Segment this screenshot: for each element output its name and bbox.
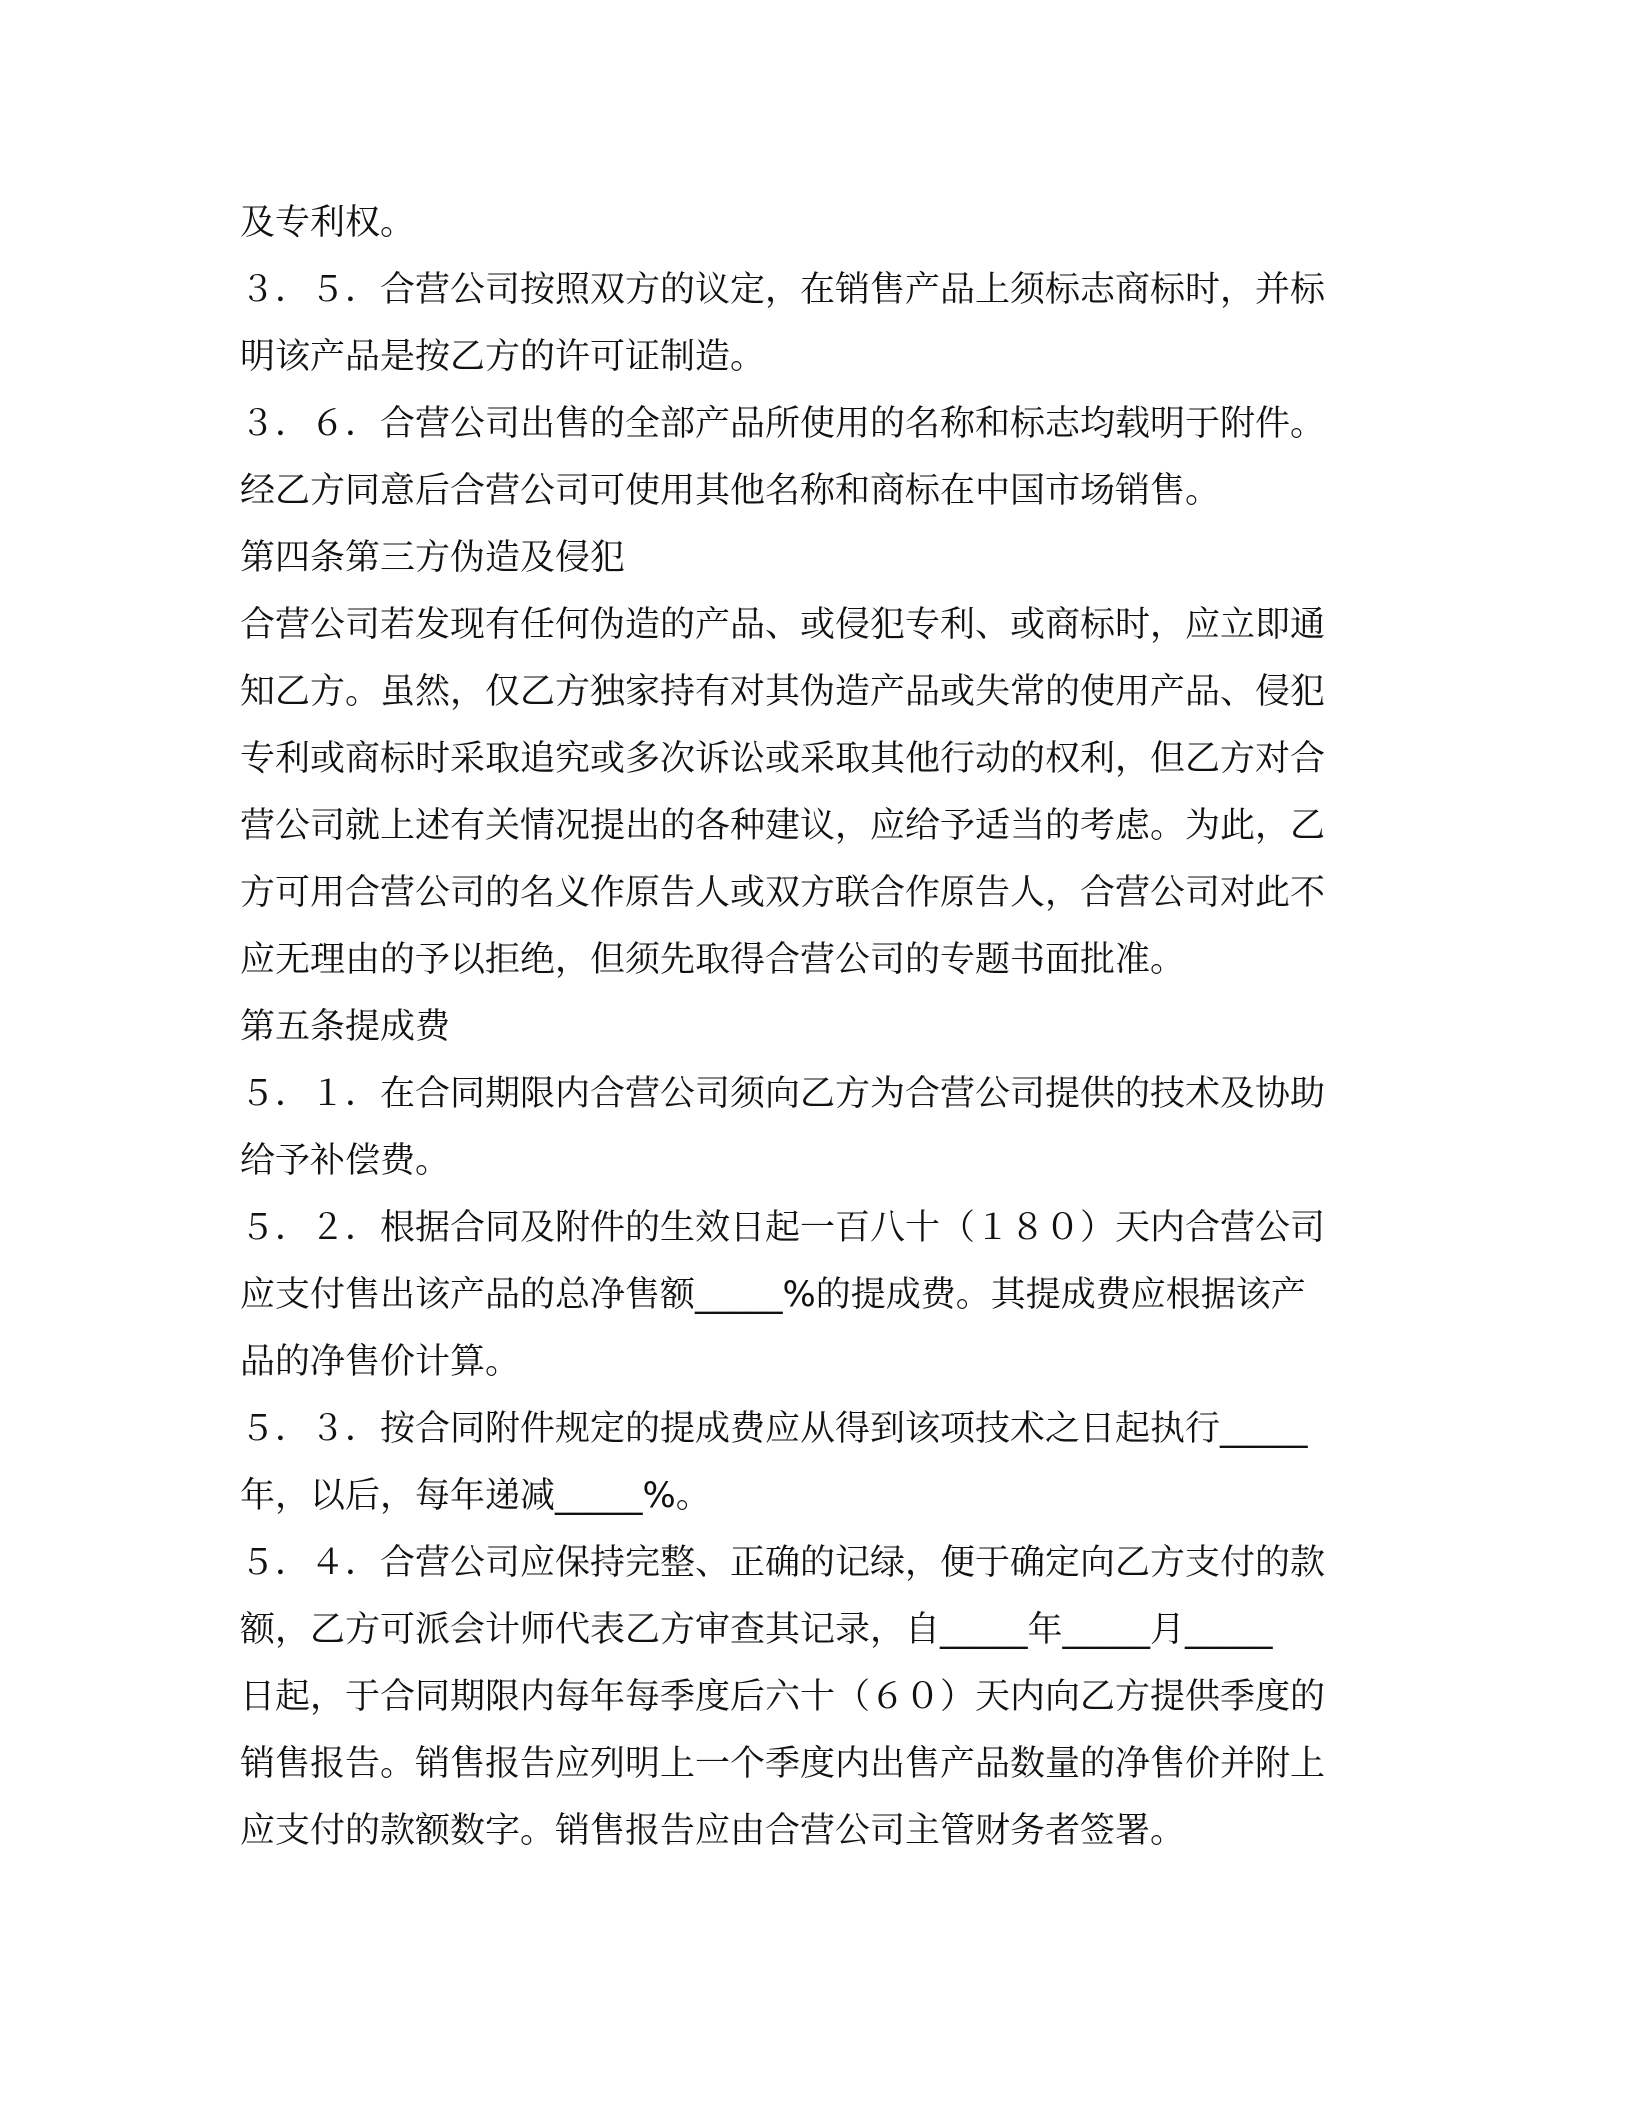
- text-line: 及专利权。: [240, 203, 416, 243]
- clause-3-6-line-1: ３．６．合营公司出售的全部产品所使用的名称和标志均载明于附件。: [240, 404, 1326, 444]
- clause-5-2-line-2: 应支付售出该产品的总净售额_____%的提成费。其提成费应根据该产: [240, 1275, 1306, 1315]
- clause-5-2-line-1: ５．２．根据合同及附件的生效日起一百八十（１８０）天内合营公司: [240, 1208, 1326, 1248]
- clause-5-2-line-3: 品的净售价计算。: [240, 1342, 521, 1382]
- clause-5-4-line-4: 销售报告。销售报告应列明上一个季度内出售产品数量的净售价并附上: [240, 1744, 1326, 1784]
- clause-5-4-line-2: 额，乙方可派会计师代表乙方审查其记录，自_____年_____月_____: [240, 1610, 1273, 1650]
- article-4-line-1: 合营公司若发现有任何伪造的产品、或侵犯专利、或商标时，应立即通: [240, 605, 1326, 645]
- article-4-line-3: 专利或商标时采取追究或多次诉讼或采取其他行动的权利，但乙方对合: [240, 739, 1326, 779]
- document-body: [240, 190, 1410, 1865]
- clause-5-4-line-1: ５．４．合营公司应保持完整、正确的记绿，便于确定向乙方支付的款: [240, 1543, 1326, 1583]
- clause-5-1-line-1: ５．１．在合同期限内合营公司须向乙方为合营公司提供的技术及协助: [240, 1074, 1326, 1114]
- clause-5-4-line-5: 应支付的款额数字。销售报告应由合营公司主管财务者签署。: [240, 1811, 1186, 1851]
- article-4-line-2: 知乙方。虽然，仅乙方独家持有对其伪造产品或失常的使用产品、侵犯: [240, 672, 1326, 712]
- clause-5-3-line-1: ５．３．按合同附件规定的提成费应从得到该项技术之日起执行_____: [240, 1409, 1308, 1449]
- article-4-heading: 第四条第三方伪造及侵犯: [240, 538, 626, 578]
- article-4-line-5: 方可用合营公司的名义作原告人或双方联合作原告人，合营公司对此不: [240, 873, 1326, 913]
- clause-5-4-line-3: 日起，于合同期限内每年每季度后六十（６０）天内向乙方提供季度的: [240, 1677, 1326, 1717]
- clause-3-6-line-2: 经乙方同意后合营公司可使用其他名称和商标在中国市场销售。: [240, 471, 1221, 511]
- clause-5-1-line-2: 给予补偿费。: [240, 1141, 451, 1181]
- clause-3-5-line-1: ３．５．合营公司按照双方的议定，在销售产品上须标志商标时，并标: [240, 270, 1326, 310]
- clause-3-5-line-2: 明该产品是按乙方的许可证制造。: [240, 337, 766, 377]
- article-4-line-6: 应无理由的予以拒绝，但须先取得合营公司的专题书面批准。: [240, 940, 1186, 980]
- article-5-heading: 第五条提成费: [240, 1007, 451, 1047]
- clause-5-3-line-2: 年，以后，每年递减_____%。: [240, 1476, 711, 1516]
- article-4-line-4: 营公司就上述有关情况提出的各种建议，应给予适当的考虑。为此，乙: [240, 806, 1326, 846]
